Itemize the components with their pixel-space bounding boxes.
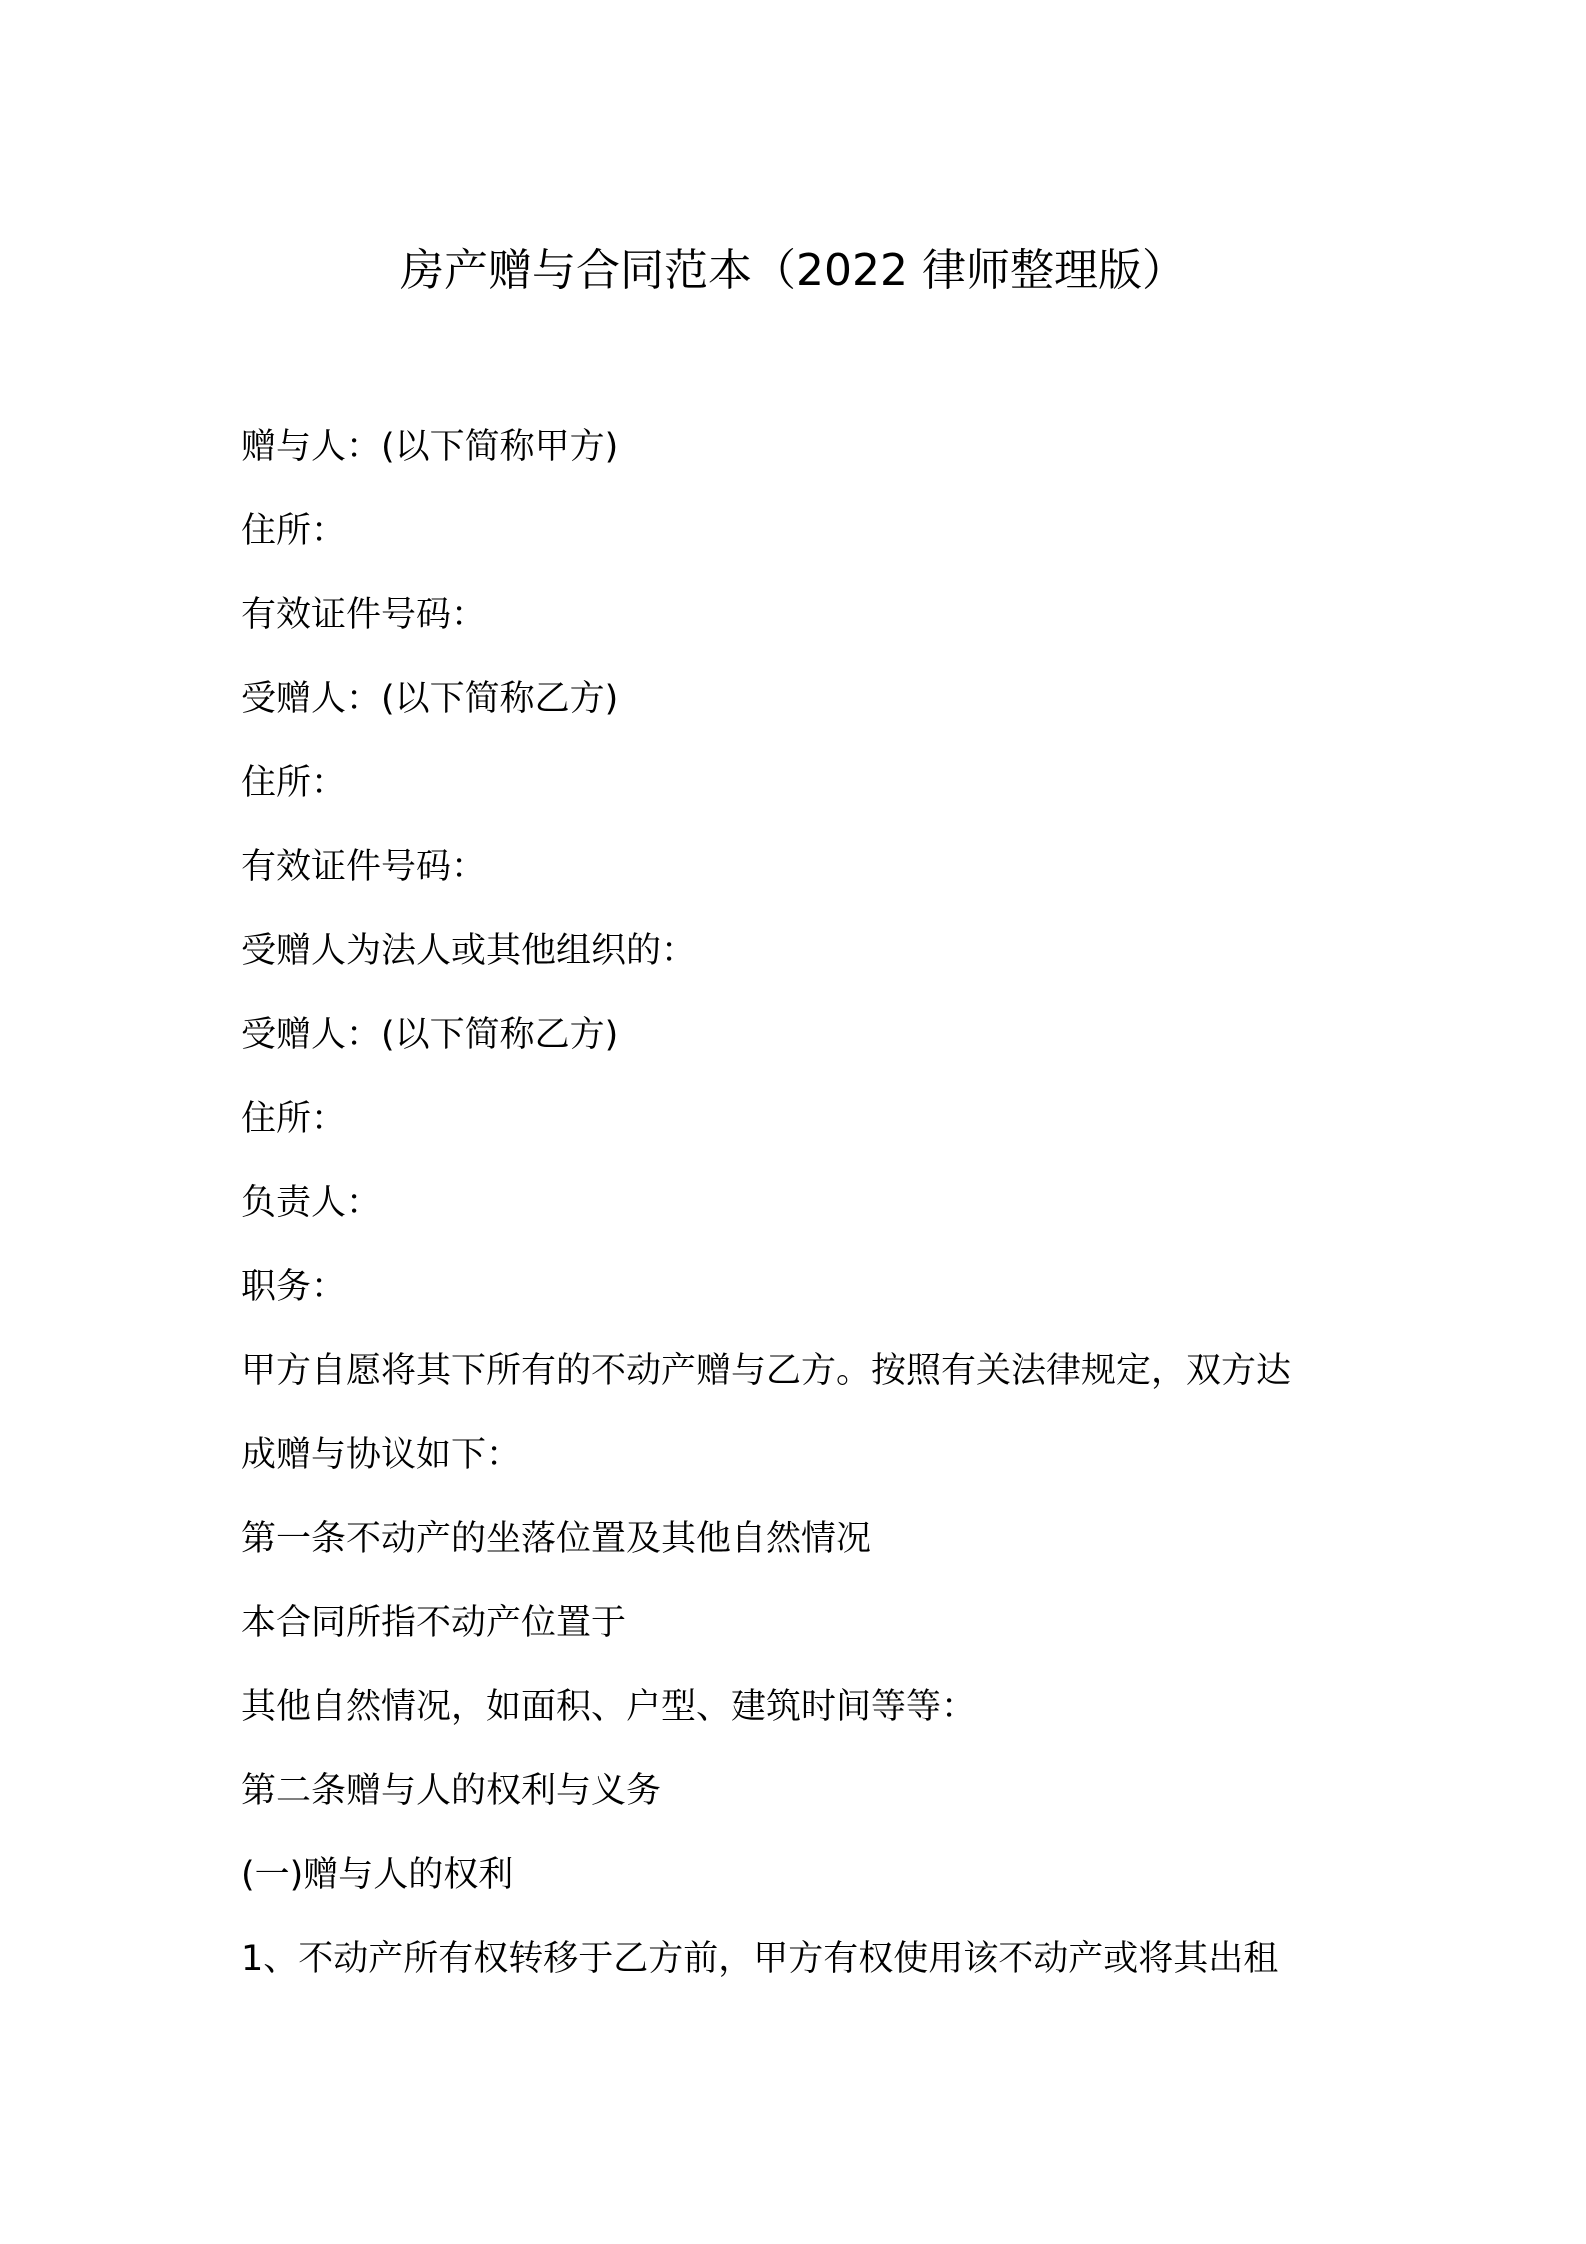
donor-rights-item-1: 1、不动产所有权转移于乙方前，甲方有权使用该不动产或将其出租	[241, 1939, 1279, 1979]
article-2-heading: 第二条赠与人的权利与义务	[241, 1771, 662, 1811]
donee-id-line: 有效证件号码：	[241, 847, 487, 887]
donor-rights-heading: (一)赠与人的权利	[241, 1855, 514, 1895]
document-body	[241, 405, 1361, 2001]
donor-id-line: 有效证件号码：	[241, 595, 487, 635]
article-1-heading: 第一条不动产的坐落位置及其他自然情况	[241, 1519, 872, 1559]
donee-line: 受赠人：(以下简称乙方)	[241, 679, 619, 719]
agreement-intro-line-1: 甲方自愿将其下所有的不动产赠与乙方。按照有关法律规定，双方达	[241, 1351, 1292, 1391]
donor-line: 赠与人：(以下简称甲方)	[241, 427, 619, 467]
property-details-line: 其他自然情况，如面积、户型、建筑时间等等：	[241, 1687, 977, 1727]
position-line: 职务：	[241, 1267, 347, 1307]
entity-donee-line: 受赠人：(以下简称乙方)	[241, 1015, 619, 1055]
donee-address-line: 住所：	[241, 763, 347, 803]
document-title: 房产赠与合同范本（2022 律师整理版）	[400, 245, 1186, 297]
donor-address-line: 住所：	[241, 511, 347, 551]
legal-entity-note-line: 受赠人为法人或其他组织的：	[241, 931, 697, 971]
responsible-person-line: 负责人：	[241, 1183, 382, 1223]
entity-address-line: 住所：	[241, 1099, 347, 1139]
agreement-intro-line-2: 成赠与协议如下：	[241, 1435, 522, 1475]
property-location-line: 本合同所指不动产位置于	[241, 1603, 627, 1643]
